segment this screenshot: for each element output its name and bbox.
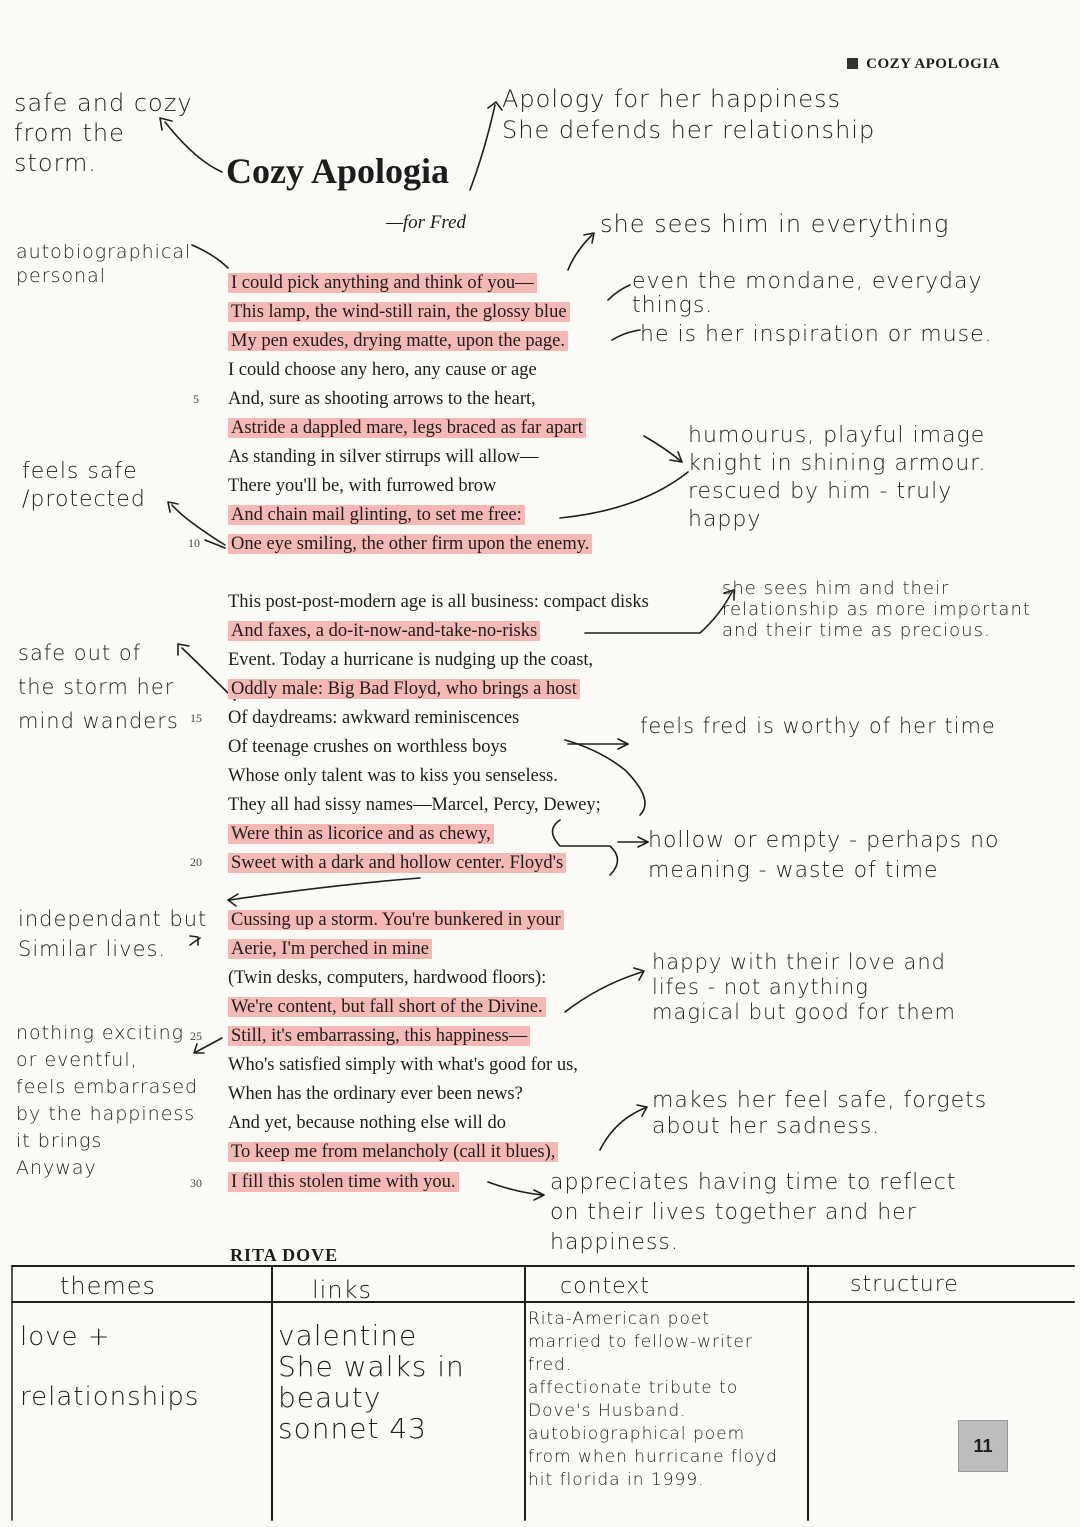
poem-line-28: And yet, because nothing else will do bbox=[228, 1113, 506, 1133]
note-worthy: feels fred is worthy of her time bbox=[640, 714, 996, 738]
line-number-10: 10 bbox=[188, 536, 200, 550]
note-she-sees: she sees him in everything bbox=[600, 210, 950, 238]
square-bullet-icon bbox=[847, 58, 858, 69]
line-number-25: 25 bbox=[190, 1029, 202, 1043]
line-number-20: 20 bbox=[190, 855, 202, 869]
note-inspiration: he is her inspiration or muse. bbox=[640, 322, 993, 347]
poem-line-16: Of teenage crushes on worthless boys bbox=[228, 737, 507, 757]
poem-line-5: And, sure as shooting arrows to the heart, bbox=[228, 389, 536, 409]
poem-line-11: This post-post-modern age is all business: compact disks bbox=[228, 592, 649, 612]
note-relationship-important: she sees him and their relationship as more important and their time as precious. bbox=[722, 578, 1031, 641]
poem-line-9: And chain mail glinting, to set me free: bbox=[228, 503, 525, 527]
table-cell-context: Rita-American poet married to fellow-writer fred. affectionate tribute to Dove's Husband. autobiographical poem from when hurricane floyd hit florida in 1999. bbox=[528, 1309, 778, 1490]
note-nothing-exciting: nothing exciting or eventful, feels embarrased by the happiness it brings Anyway bbox=[16, 1022, 199, 1179]
poem-line-22: Aerie, I'm perched in mine bbox=[228, 937, 432, 961]
table-header-themes: themes bbox=[60, 1272, 157, 1300]
poem-line-20: Sweet with a dark and hollow center. Floyd's bbox=[228, 851, 566, 875]
poem-line-13: Event. Today a hurricane is nudging up the coast, bbox=[228, 650, 594, 670]
poem-line-12: And faxes, a do-it-now-and-take-no-risks bbox=[228, 619, 540, 643]
table-cell-links: valentine She walks in beauty sonnet 43 bbox=[278, 1319, 465, 1445]
brace-knight bbox=[644, 436, 682, 462]
note-independant: independant but Similar lives. bbox=[18, 907, 208, 961]
poem-title: Cozy Apologia bbox=[226, 151, 450, 191]
poem-line-6: Astride a dappled mare, legs braced as far apart bbox=[228, 416, 586, 440]
arrow-title-apology bbox=[470, 105, 495, 190]
poem-line-24: We're content, but fall short of the Divine. bbox=[228, 995, 546, 1019]
poem-line-30: I fill this stolen time with you. bbox=[228, 1170, 459, 1194]
poem-line-1: I could pick anything and think of you— bbox=[228, 271, 537, 295]
page-number: 11 bbox=[958, 1420, 1008, 1472]
running-header: COZY APOLOGIA bbox=[847, 56, 1000, 73]
poem-line-25: Still, it's embarrassing, this happiness— bbox=[228, 1024, 530, 1048]
poem-line-4: I could choose any hero, any cause or age bbox=[228, 360, 537, 380]
table-header-context: context bbox=[560, 1274, 650, 1299]
poem-line-2: This lamp, the wind-still rain, the glossy blue bbox=[228, 300, 570, 324]
note-feel-safe-sadness: makes her feel safe, forgets about her sadness. bbox=[652, 1088, 988, 1139]
note-hollow: hollow or empty - perhaps no meaning - waste of time bbox=[648, 828, 1000, 883]
note-safe-cozy: safe and cozy from the storm. bbox=[14, 89, 193, 177]
poem-line-8: There you'll be, with furrowed brow bbox=[228, 476, 497, 496]
line-number-5: 5 bbox=[193, 392, 199, 406]
arrow-she-sees bbox=[568, 235, 592, 270]
arrow-autobiographical bbox=[192, 245, 228, 268]
poem-line-7: As standing in silver stirrups will allow— bbox=[228, 447, 539, 467]
poem-line-26: Who's satisfied simply with what's good for us, bbox=[228, 1055, 578, 1075]
poem-line-14: Oddly male: Big Bad Floyd, who brings a host bbox=[228, 677, 580, 701]
poem-line-29: To keep me from melancholy (call it blues), bbox=[228, 1140, 558, 1164]
note-feels-safe: feels safe /protected bbox=[22, 459, 146, 512]
line-number-15: 15 bbox=[190, 711, 202, 725]
table-header-links: links bbox=[312, 1276, 372, 1304]
note-mondane: even the mondane, everyday things. bbox=[632, 269, 983, 318]
note-safe-out-of-storm: safe out of the storm her mind wanders bbox=[18, 641, 179, 733]
poem-line-17: Whose only talent was to kiss you senseless. bbox=[228, 766, 558, 786]
table-cell-themes: love + relationships bbox=[20, 1322, 200, 1412]
line-number-30: 30 bbox=[190, 1176, 202, 1190]
poem-line-15: Of daydreams: awkward reminiscences bbox=[228, 708, 520, 728]
note-knight: humourus, playful image knight in shining armour. rescued by him - truly happy bbox=[688, 423, 987, 532]
poem-line-19: Were thin as licorice and as chewy, bbox=[228, 822, 494, 846]
note-apology: Apology for her happiness She defends her relationship bbox=[502, 85, 876, 144]
note-autobiographical: autobiographical personal bbox=[16, 241, 192, 287]
poem-line-3: My pen exudes, drying matte, upon the page. bbox=[228, 329, 568, 353]
poem-author: RITA DOVE bbox=[230, 1245, 339, 1265]
note-happy-love: happy with their love and lifes - not anything magical but good for them bbox=[652, 950, 957, 1024]
poem-line-23: (Twin desks, computers, hardwood floors): bbox=[228, 968, 547, 988]
poem-line-18: They all had sissy names—Marcel, Percy, Dewey; bbox=[228, 795, 601, 815]
poem-dedication: —for Fred bbox=[386, 212, 467, 233]
poem-line-27: When has the ordinary ever been news? bbox=[228, 1084, 523, 1104]
note-appreciates: appreciates having time to reflect on their lives together and her happiness. bbox=[550, 1170, 957, 1255]
poem-line-21: Cussing up a storm. You're bunkered in your bbox=[228, 908, 564, 932]
table-header-structure: structure bbox=[850, 1272, 959, 1297]
poem-line-10: One eye smiling, the other firm upon the enemy. bbox=[228, 532, 592, 556]
